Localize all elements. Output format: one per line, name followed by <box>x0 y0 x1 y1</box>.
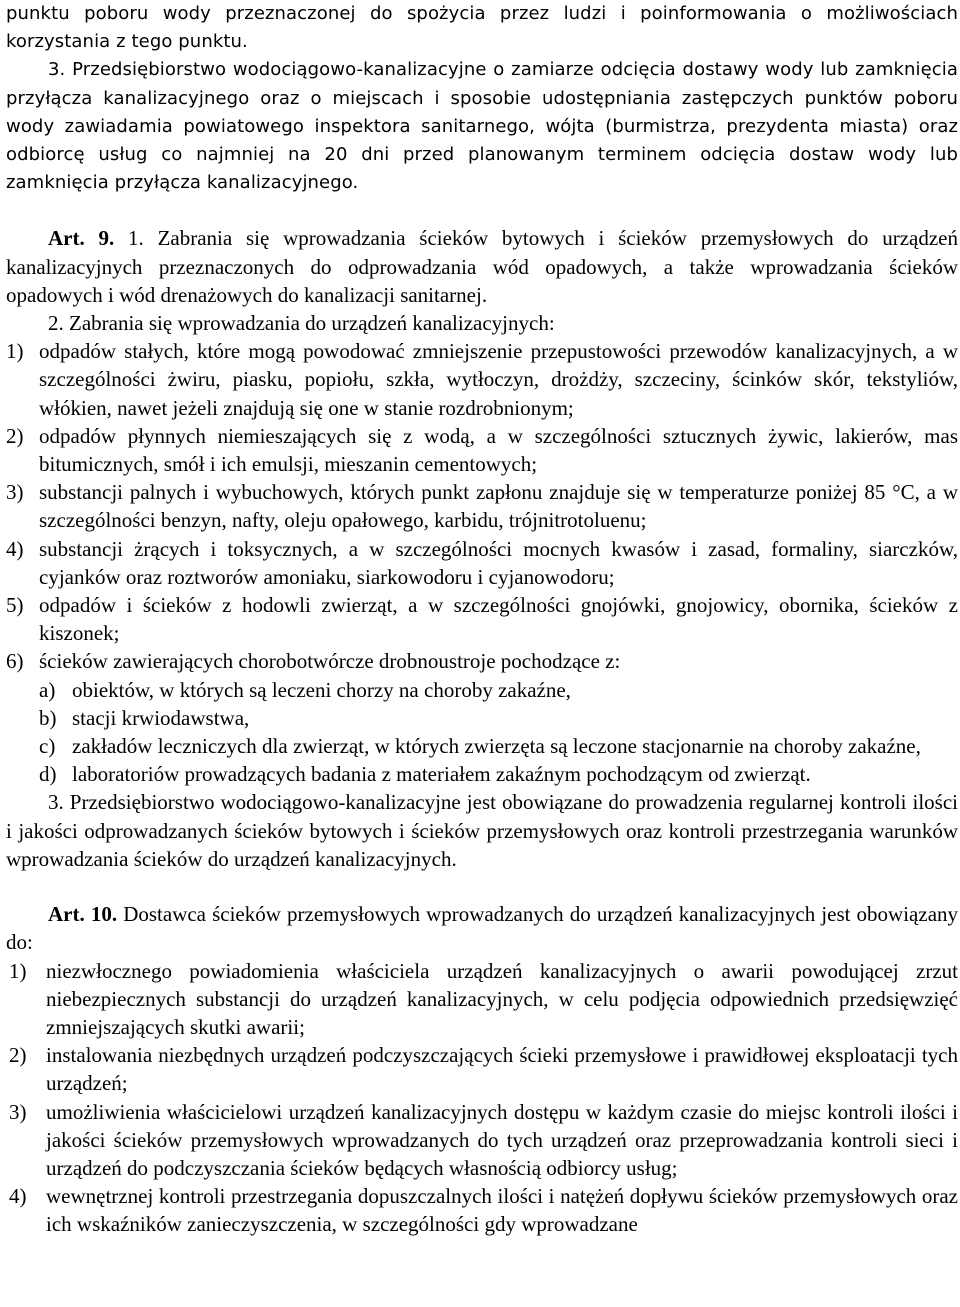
art10-list <box>6 957 958 1239</box>
list-item-number: 1) <box>9 958 27 983</box>
list-item <box>6 478 958 534</box>
sub-list-item-letter: c) <box>39 734 56 759</box>
list-item-text: odpadów stałych, które mogą powodować zmniejszenie przepustowości przewodów kanalizacyjnych, a w szczególności żwiru, piasku, popiołu, szkła, wytłoczyn, drożdży, szczeciny, ścinków skór, tekstyliów, włókien, nawet jeżeli znajdują się one w stanie rozdrobnionym; <box>39 339 958 420</box>
intro-paragraph-2: 3. Przedsiębiorstwo wodociągowo-kanalizacyjne o zamiarze odcięcia dostawy wody lub zamknięcia przyłącza kanalizacyjnego oraz o miejscach i sposobie udostępniania zastępczych punktów poboru wody zawiadamia powiatowego inspektora sanitarnego, wójta (burmistrza, prezydenta miasta) oraz odbiorcę usług co najmniej na 20 dni przed planowanym terminem odcięcia dostaw wody lub zamknięcia przyłącza kanalizacyjnego. <box>6 59 958 194</box>
list-item-text: umożliwienia właścicielowi urządzeń kanalizacyjnych dostępu w każdym czasie do miejsc kontroli ilości i jakości ścieków przemysłowych wprowadzanych do tych urządzeń oraz przeprowadzania kontroli sieci i urządzeń do podczyszczania ścieków będących własnością odbiorcy usług; <box>46 1099 958 1180</box>
art10-heading: Art. 10. <box>48 902 118 927</box>
list-item <box>6 337 958 422</box>
art9-paragraph-3: 3. Przedsiębiorstwo wodociągowo-kanalizacyjne jest obowiązane do prowadzenia regularnej kontroli ilości i jakości odprowadzanych ścieków bytowych i ścieków przemysłowych oraz kontroli przestrzegania warunków wprowadzania ścieków do urządzeń kanalizacyjnych. <box>6 790 958 871</box>
list-item-text: niezwłocznego powiadomienia właściciela urządzeń kanalizacyjnych o awarii powodującej zrzut niebezpiecznych substancji do urządzeń kanalizacyjnych, w celu podjęcia odpowiednich przedsięwzięć zmniejszających skutki awarii; <box>46 958 958 1039</box>
list-item-number: 5) <box>6 593 24 618</box>
list-item <box>6 535 958 591</box>
sub-list-item-letter: a) <box>39 677 56 702</box>
sub-list-item-text: laboratoriów prowadzących badania z materiałem zakaźnym pochodzącym od zwierząt. <box>72 762 811 787</box>
list-item <box>6 1182 958 1238</box>
section-gap <box>6 197 958 224</box>
sub-list-item-text: obiektów, w których są leczeni chorzy na choroby zakaźne, <box>72 677 571 702</box>
list-item-number: 3) <box>9 1099 27 1124</box>
art9-heading: Art. 9. <box>48 226 115 251</box>
list-item-text: odpadów płynnych niemieszających się z wodą, a w szczególności sztucznych żywic, lakierów, mas bitumicznych, smół i ich emulsji, mieszanin cementowych; <box>39 423 958 477</box>
art9-paragraph-1 <box>6 224 958 309</box>
sub-list-item-letter: d) <box>39 762 57 787</box>
art9-paragraph-2: 2. Zabrania się wprowadzania do urządzeń kanalizacyjnych: <box>48 311 555 336</box>
art10-intro-text: Dostawca ścieków przemysłowych wprowadzanych do urządzeń kanalizacyjnych jest obowiązany do: <box>6 902 959 955</box>
list-item <box>6 957 958 1042</box>
list-item <box>6 1098 958 1183</box>
art9-paragraph-1-text: 1. Zabrania się wprowadzania ścieków bytowych i ścieków przemysłowych do urządzeń kanalizacyjnych przeznaczonych do odprowadzania wód opadowych, a także wprowadzania ścieków opadowych i wód drenażowych do kanalizacji sanitarnej. <box>6 226 958 307</box>
list-item-text: wewnętrznej kontroli przestrzegania dopuszczalnych ilości i natężeń dopływu ścieków przemysłowych oraz ich wskaźników zanieczyszczenia, w szczególności gdy wprowadzane <box>46 1184 958 1237</box>
list-item-number: 4) <box>6 536 24 561</box>
list-item <box>6 422 958 478</box>
section-gap <box>6 873 958 900</box>
list-item-number: 4) <box>9 1184 27 1209</box>
list-item-text: instalowania niezbędnych urządzeń podczyszczających ścieki przemysłowe i prawidłowej eksploatacji tych urządzeń; <box>46 1043 958 1096</box>
list-item-text: substancji żrących i toksycznych, a w szczególności mocnych kwasów i zasad, formaliny, siarczków, cyjanków oraz roztworów amoniaku, siarkowodoru i cyjanowodoru; <box>39 536 958 589</box>
sub-list-item <box>6 704 958 732</box>
intro-paragraph-1: punktu poboru wody przeznaczonej do spożycia przez ludzi i poinformowania o możliwościach korzystania z tego punktu. <box>6 3 958 53</box>
list-item-text: odpadów i ścieków z hodowli zwierząt, a w szczególności gnojówki, gnojowicy, obornika, ścieków z kiszonek; <box>39 593 958 646</box>
sub-list-item <box>6 760 958 788</box>
document-page <box>6 0 958 1239</box>
list-item-number: 3) <box>6 480 24 505</box>
list-item <box>6 647 958 675</box>
art10-intro <box>6 900 958 956</box>
list-item-text: substancji palnych i wybuchowych, których punkt zapłonu znajduje się w temperaturze poniżej 85 °C, a w szczególności benzyn, nafty, oleju opałowego, karbidu, trójnitrotoluenu; <box>39 480 958 533</box>
list-item-number: 2) <box>9 1043 27 1068</box>
list-item-number: 6) <box>6 649 24 674</box>
list-item <box>6 1041 958 1097</box>
sub-list-item <box>6 732 958 760</box>
sub-list-item-letter: b) <box>39 705 57 730</box>
list-item-number: 2) <box>6 423 24 448</box>
sub-list-item-text: zakładów leczniczych dla zwierząt, w których zwierzęta są leczone stacjonarnie na choroby zakaźne, <box>72 734 921 759</box>
list-item-text: ścieków zawierających chorobotwórcze drobnoustroje pochodzące z: <box>39 649 621 674</box>
list-item <box>6 591 958 647</box>
sub-list-item-text: stacji krwiodawstwa, <box>72 705 250 730</box>
sub-list-item <box>6 676 958 704</box>
list-item-number: 1) <box>6 339 24 364</box>
art9-list <box>6 337 958 788</box>
